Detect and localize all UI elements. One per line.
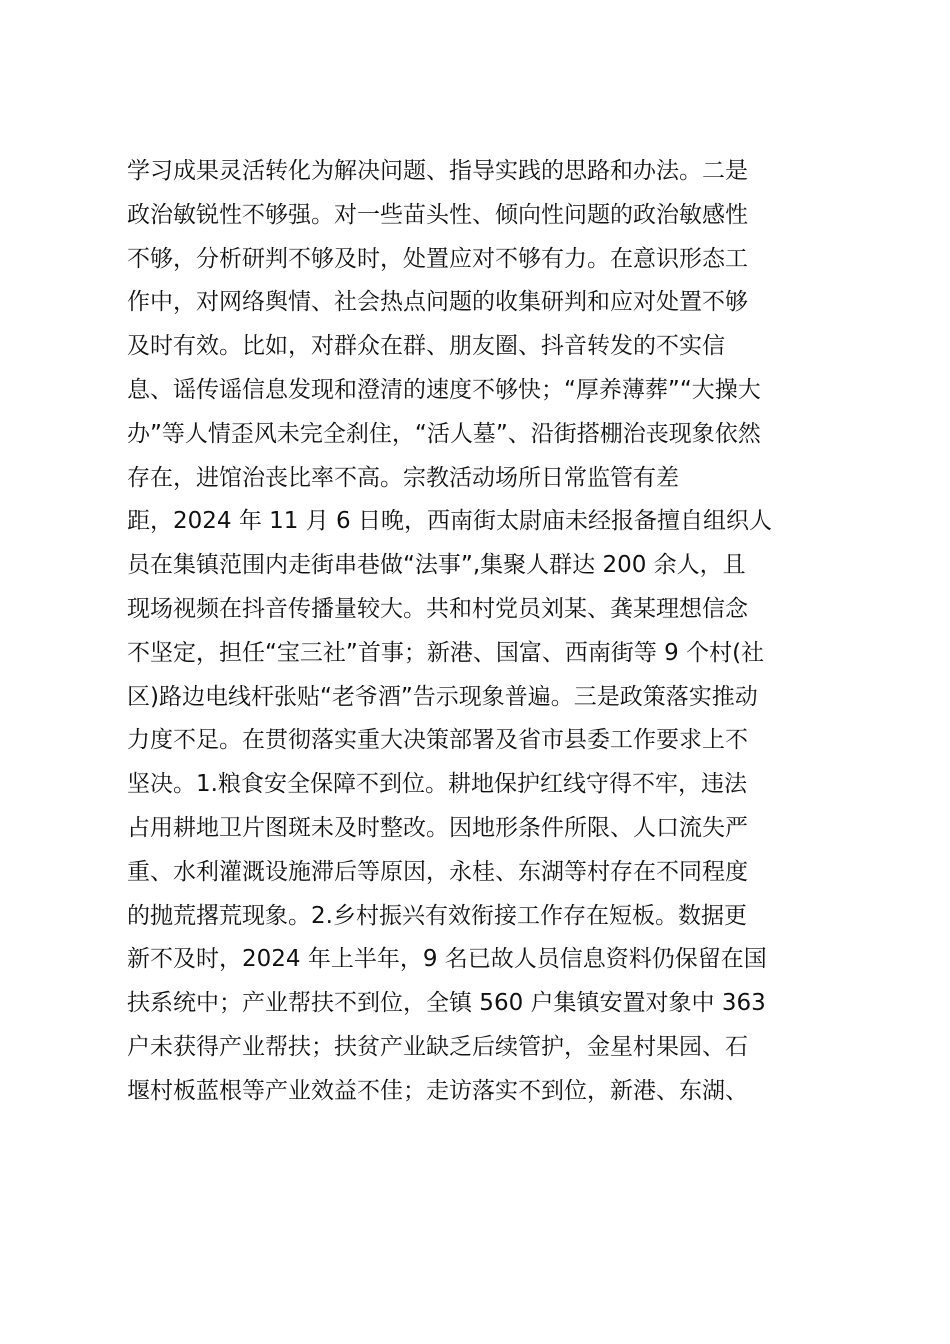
- text-line: 新不及时，2024 年上半年，9 名已故人员信息资料仍保留在国: [127, 946, 767, 973]
- text-line: 堰村板蓝根等产业效益不佳；走访落实不到位，新港、东湖、: [127, 1077, 748, 1104]
- text-line: 办”等人情歪风未完全刹住，“活人墓”、沿街搭棚治丧现象依然: [127, 420, 761, 447]
- text-line: 占用耕地卫片图斑未及时整改。因地形条件所限、人口流失严: [127, 814, 748, 841]
- body-text: [127, 150, 837, 1114]
- text-line: 扶系统中；产业帮扶不到位，全镇 560 户集镇安置对象中 363: [127, 990, 766, 1017]
- text-line: 息、谣传谣信息发现和澄清的速度不够快；“厚养薄葬”“大操大: [127, 376, 761, 403]
- text-line: 距，2024 年 11 月 6 日晚，西南街太尉庙未经报备擅自组织人: [127, 508, 772, 535]
- text-line: 员在集镇范围内走街串巷做“法事”,集聚人群达 200 余人，且: [127, 552, 746, 579]
- text-line: 及时有效。比如，对群众在群、朋友圈、抖音转发的不实信: [127, 333, 725, 360]
- text-line: 不够，分析研判不够及时，处置应对不够有力。在意识形态工: [127, 245, 748, 272]
- text-line: 不坚定，担任“宝三社”首事；新港、国富、西南街等 9 个村(社: [127, 639, 765, 666]
- text-line: 政治敏锐性不够强。对一些苗头性、倾向性问题的政治敏感性: [127, 201, 748, 228]
- text-line: 的抛荒撂荒现象。2.乡村振兴有效衔接工作存在短板。数据更: [127, 902, 747, 929]
- text-line: 重、水利灌溉设施滞后等原因，永桂、东湖等村存在不同程度: [127, 858, 748, 885]
- text-line: 户未获得产业帮扶；扶贫产业缺乏后续管护，金星村果园、石: [127, 1033, 748, 1060]
- text-line: 学习成果灵活转化为解决问题、指导实践的思路和办法。二是: [127, 158, 748, 184]
- text-line: 现场视频在抖音传播量较大。共和村党员刘某、龚某理想信念: [127, 595, 748, 622]
- text-line: 存在，进馆治丧比率不高。宗教活动场所日常监管有差: [127, 464, 679, 491]
- text-line: 作中，对网络舆情、社会热点问题的收集研判和应对处置不够: [127, 289, 748, 316]
- text-line: 力度不足。在贯彻落实重大决策部署及省市县委工作要求上不: [127, 727, 748, 754]
- text-line: 坚决。1.粮食安全保障不到位。耕地保护红线守得不牢，违法: [127, 771, 747, 798]
- text-line: 区)路边电线杆张贴“老爷酒”告示现象普遍。三是政策落实推动: [127, 683, 758, 710]
